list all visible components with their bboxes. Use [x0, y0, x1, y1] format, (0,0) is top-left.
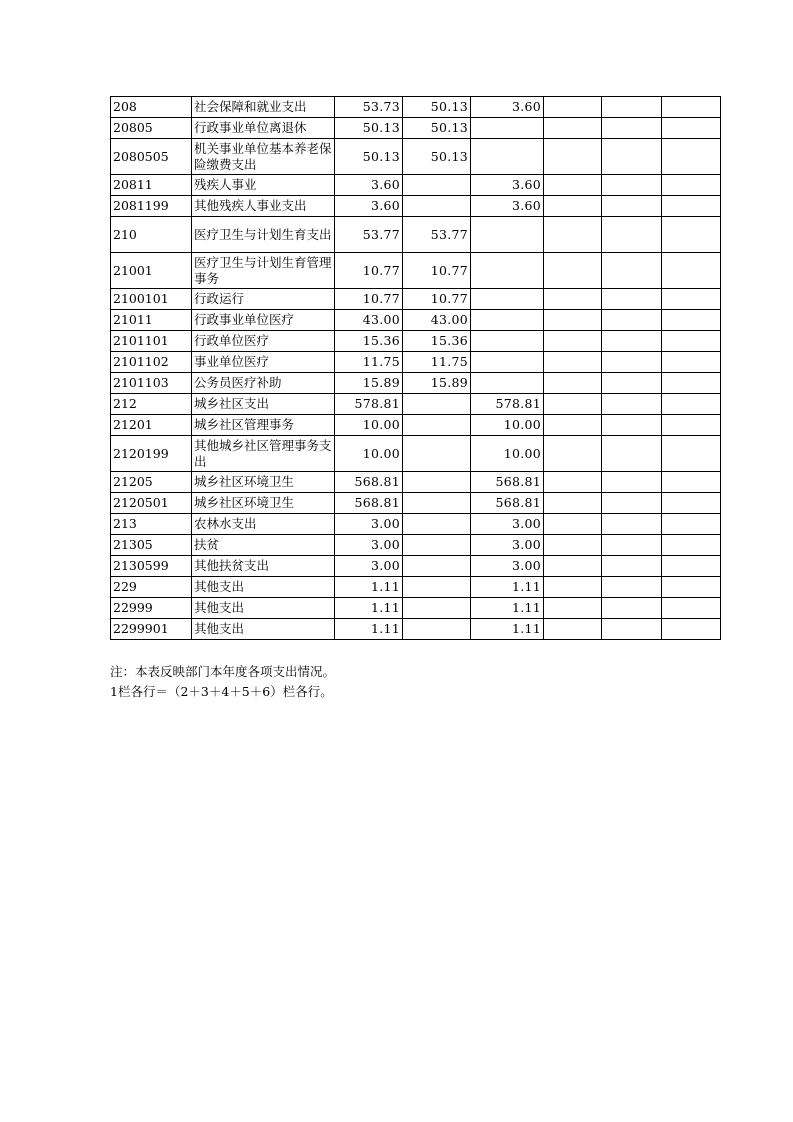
cell-code: 210 [111, 217, 192, 253]
cell-col2: 50.13 [403, 118, 471, 139]
cell-code: 2101102 [111, 352, 192, 373]
cell-col5 [602, 556, 662, 577]
cell-name: 农林水支出 [192, 514, 335, 535]
cell-col6 [662, 556, 721, 577]
cell-col2: 11.75 [403, 352, 471, 373]
cell-col3: 3.00 [471, 556, 544, 577]
cell-col5 [602, 331, 662, 352]
cell-total: 3.60 [335, 196, 403, 217]
table-row [111, 310, 721, 331]
cell-total: 15.89 [335, 373, 403, 394]
cell-col6 [662, 310, 721, 331]
cell-col3 [471, 373, 544, 394]
cell-name: 医疗卫生与计划生育支出 [192, 217, 335, 253]
cell-col2 [403, 598, 471, 619]
cell-col5 [602, 577, 662, 598]
cell-code: 21001 [111, 253, 192, 289]
cell-col5 [602, 598, 662, 619]
table-row [111, 373, 721, 394]
cell-code: 2120501 [111, 493, 192, 514]
cell-total: 3.00 [335, 514, 403, 535]
cell-col5 [602, 97, 662, 118]
cell-total: 53.77 [335, 217, 403, 253]
cell-total: 1.11 [335, 598, 403, 619]
cell-code: 20811 [111, 175, 192, 196]
table-row [111, 415, 721, 436]
cell-total: 3.00 [335, 556, 403, 577]
cell-name: 其他支出 [192, 577, 335, 598]
cell-name: 其他支出 [192, 619, 335, 640]
cell-col4 [544, 436, 602, 472]
cell-col3: 1.11 [471, 619, 544, 640]
cell-name: 机关事业单位基本养老保险缴费支出 [192, 139, 335, 175]
cell-col4 [544, 415, 602, 436]
cell-col4 [544, 310, 602, 331]
cell-col6 [662, 253, 721, 289]
cell-col5 [602, 118, 662, 139]
cell-col5 [602, 472, 662, 493]
cell-col2: 15.89 [403, 373, 471, 394]
cell-col2 [403, 535, 471, 556]
cell-col4 [544, 139, 602, 175]
cell-col2 [403, 619, 471, 640]
cell-col6 [662, 196, 721, 217]
cell-code: 21205 [111, 472, 192, 493]
cell-col4 [544, 493, 602, 514]
cell-col5 [602, 352, 662, 373]
table-row [111, 598, 721, 619]
cell-col2 [403, 175, 471, 196]
cell-col3 [471, 310, 544, 331]
cell-name: 城乡社区环境卫生 [192, 472, 335, 493]
cell-code: 21201 [111, 415, 192, 436]
cell-col3: 3.00 [471, 535, 544, 556]
cell-code: 208 [111, 97, 192, 118]
cell-name: 行政事业单位离退休 [192, 118, 335, 139]
cell-col4 [544, 598, 602, 619]
cell-col3: 1.11 [471, 598, 544, 619]
cell-name: 行政单位医疗 [192, 331, 335, 352]
cell-total: 10.77 [335, 289, 403, 310]
cell-col3: 3.60 [471, 175, 544, 196]
cell-col6 [662, 97, 721, 118]
cell-col3 [471, 217, 544, 253]
cell-code: 2120199 [111, 436, 192, 472]
cell-code: 229 [111, 577, 192, 598]
cell-col3 [471, 253, 544, 289]
cell-col3: 10.00 [471, 415, 544, 436]
cell-total: 3.60 [335, 175, 403, 196]
cell-col2: 50.13 [403, 97, 471, 118]
cell-name: 残疾人事业 [192, 175, 335, 196]
note-line-2: 1栏各行＝（2＋3＋4＋5＋6）栏各行。 [110, 684, 333, 699]
cell-total: 1.11 [335, 577, 403, 598]
table-row [111, 493, 721, 514]
cell-col6 [662, 514, 721, 535]
cell-col5 [602, 196, 662, 217]
cell-col2 [403, 514, 471, 535]
cell-name: 城乡社区管理事务 [192, 415, 335, 436]
cell-total: 10.00 [335, 415, 403, 436]
cell-col6 [662, 118, 721, 139]
cell-total: 1.11 [335, 619, 403, 640]
cell-col2 [403, 196, 471, 217]
cell-total: 50.13 [335, 118, 403, 139]
cell-col3: 1.11 [471, 577, 544, 598]
cell-col2: 50.13 [403, 139, 471, 175]
cell-col3 [471, 331, 544, 352]
cell-col6 [662, 415, 721, 436]
cell-col2 [403, 436, 471, 472]
table-row [111, 394, 721, 415]
cell-total: 578.81 [335, 394, 403, 415]
cell-col3 [471, 289, 544, 310]
cell-col5 [602, 514, 662, 535]
cell-col3: 568.81 [471, 493, 544, 514]
table-row [111, 535, 721, 556]
cell-col5 [602, 493, 662, 514]
cell-col4 [544, 118, 602, 139]
cell-name: 其他扶贫支出 [192, 556, 335, 577]
cell-col4 [544, 331, 602, 352]
cell-col2: 53.77 [403, 217, 471, 253]
cell-name: 其他支出 [192, 598, 335, 619]
cell-col5 [602, 175, 662, 196]
cell-col5 [602, 289, 662, 310]
cell-total: 50.13 [335, 139, 403, 175]
cell-name: 扶贫 [192, 535, 335, 556]
cell-name: 其他残疾人事业支出 [192, 196, 335, 217]
cell-col4 [544, 535, 602, 556]
cell-col3: 568.81 [471, 472, 544, 493]
cell-col4 [544, 253, 602, 289]
cell-code: 213 [111, 514, 192, 535]
expenditure-table [110, 96, 721, 640]
cell-col2 [403, 472, 471, 493]
cell-col6 [662, 373, 721, 394]
cell-col4 [544, 97, 602, 118]
cell-col3: 3.60 [471, 196, 544, 217]
cell-col5 [602, 253, 662, 289]
cell-total: 11.75 [335, 352, 403, 373]
table-row [111, 175, 721, 196]
table-row [111, 97, 721, 118]
table-row [111, 139, 721, 175]
cell-code: 21011 [111, 310, 192, 331]
cell-total: 568.81 [335, 472, 403, 493]
cell-col6 [662, 217, 721, 253]
cell-col3: 3.60 [471, 97, 544, 118]
cell-col2 [403, 493, 471, 514]
cell-total: 568.81 [335, 493, 403, 514]
cell-col6 [662, 139, 721, 175]
table-row [111, 118, 721, 139]
cell-code: 20805 [111, 118, 192, 139]
cell-code: 2080505 [111, 139, 192, 175]
cell-col6 [662, 289, 721, 310]
cell-col2: 15.36 [403, 331, 471, 352]
cell-total: 15.36 [335, 331, 403, 352]
cell-name: 公务员医疗补助 [192, 373, 335, 394]
note-line-1: 注：本表反映部门本年度各项支出情况。 [110, 664, 336, 679]
table-row [111, 253, 721, 289]
table-row [111, 556, 721, 577]
cell-col6 [662, 493, 721, 514]
cell-col5 [602, 373, 662, 394]
cell-col4 [544, 394, 602, 415]
cell-col2 [403, 577, 471, 598]
cell-name: 其他城乡社区管理事务支出 [192, 436, 335, 472]
cell-code: 2130599 [111, 556, 192, 577]
table-row [111, 331, 721, 352]
cell-code: 2101101 [111, 331, 192, 352]
cell-col4 [544, 577, 602, 598]
cell-code: 22999 [111, 598, 192, 619]
cell-col3 [471, 118, 544, 139]
cell-col3 [471, 139, 544, 175]
table-row [111, 577, 721, 598]
cell-name: 城乡社区支出 [192, 394, 335, 415]
cell-name: 医疗卫生与计划生育管理事务 [192, 253, 335, 289]
cell-col2 [403, 394, 471, 415]
table-row [111, 619, 721, 640]
cell-col6 [662, 535, 721, 556]
cell-col3: 3.00 [471, 514, 544, 535]
cell-col4 [544, 352, 602, 373]
table-row [111, 196, 721, 217]
cell-col2: 10.77 [403, 253, 471, 289]
cell-col5 [602, 394, 662, 415]
cell-col6 [662, 577, 721, 598]
cell-name: 社会保障和就业支出 [192, 97, 335, 118]
cell-col2: 43.00 [403, 310, 471, 331]
cell-col6 [662, 394, 721, 415]
cell-total: 43.00 [335, 310, 403, 331]
cell-col6 [662, 598, 721, 619]
cell-total: 3.00 [335, 535, 403, 556]
cell-col3 [471, 352, 544, 373]
cell-col4 [544, 217, 602, 253]
table-row [111, 289, 721, 310]
cell-col5 [602, 415, 662, 436]
cell-col4 [544, 514, 602, 535]
cell-name: 城乡社区环境卫生 [192, 493, 335, 514]
cell-col5 [602, 619, 662, 640]
cell-col6 [662, 472, 721, 493]
cell-code: 2101103 [111, 373, 192, 394]
cell-col5 [602, 436, 662, 472]
cell-col3: 578.81 [471, 394, 544, 415]
cell-col5 [602, 217, 662, 253]
table-row [111, 217, 721, 253]
cell-col6 [662, 619, 721, 640]
cell-col4 [544, 196, 602, 217]
cell-col6 [662, 436, 721, 472]
cell-name: 行政运行 [192, 289, 335, 310]
table-row [111, 352, 721, 373]
cell-col4 [544, 373, 602, 394]
cell-col2 [403, 556, 471, 577]
cell-total: 10.00 [335, 436, 403, 472]
cell-total: 53.73 [335, 97, 403, 118]
cell-code: 2299901 [111, 619, 192, 640]
cell-col3: 10.00 [471, 436, 544, 472]
cell-code: 2081199 [111, 196, 192, 217]
cell-name: 行政事业单位医疗 [192, 310, 335, 331]
cell-total: 10.77 [335, 253, 403, 289]
cell-col5 [602, 139, 662, 175]
cell-col6 [662, 331, 721, 352]
table-row [111, 436, 721, 472]
cell-col2: 10.77 [403, 289, 471, 310]
table-notes [110, 662, 335, 702]
cell-col5 [602, 535, 662, 556]
cell-col4 [544, 289, 602, 310]
cell-col4 [544, 472, 602, 493]
cell-col4 [544, 619, 602, 640]
cell-col4 [544, 556, 602, 577]
cell-col5 [602, 310, 662, 331]
table-row [111, 514, 721, 535]
cell-col6 [662, 175, 721, 196]
cell-code: 21305 [111, 535, 192, 556]
cell-col4 [544, 175, 602, 196]
cell-col6 [662, 352, 721, 373]
cell-col2 [403, 415, 471, 436]
cell-code: 2100101 [111, 289, 192, 310]
cell-name: 事业单位医疗 [192, 352, 335, 373]
table-row [111, 472, 721, 493]
cell-code: 212 [111, 394, 192, 415]
